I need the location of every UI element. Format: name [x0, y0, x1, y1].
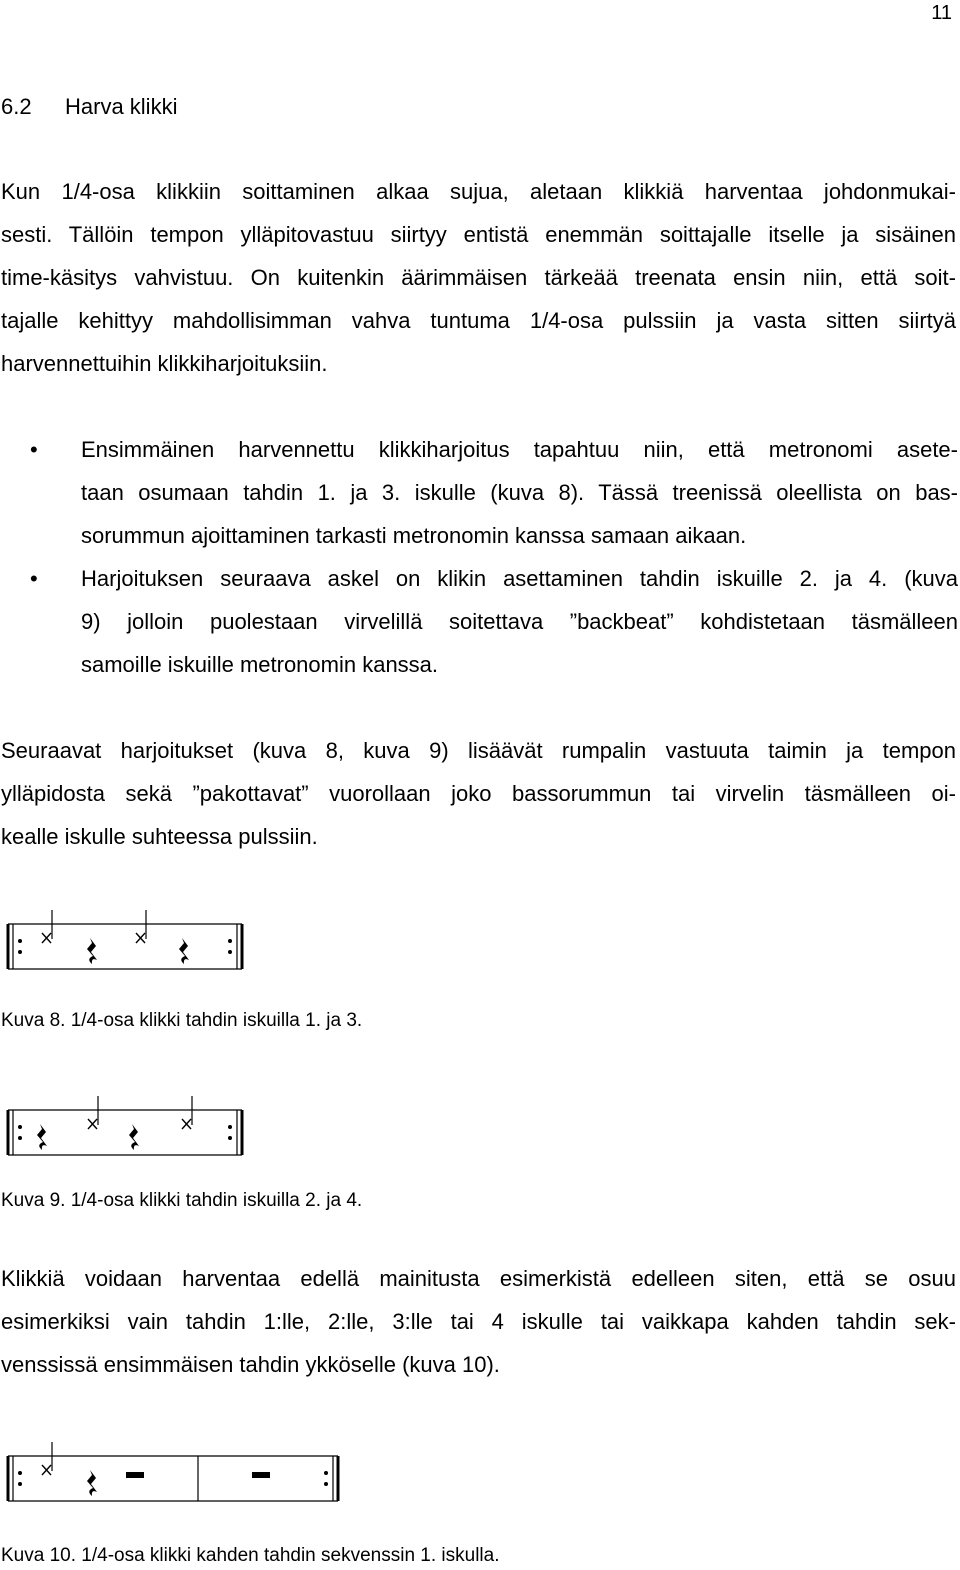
paragraph-line: venssissä ensimmäisen tahdin ykköselle (kuva 10).	[1, 1352, 500, 1377]
section-number: 6.2	[1, 94, 32, 119]
list-item	[0, 428, 958, 557]
paragraph-line: Seuraavat harjoitukset (kuva 8, kuva 9) lisäävät rumpalin vastuuta taimin ja tempon	[1, 738, 956, 763]
repeat-dot	[228, 950, 232, 954]
repeat-dot	[18, 939, 22, 943]
quarter-rest	[87, 938, 97, 964]
repeat-dot	[324, 1471, 328, 1475]
paragraph-line: Klikkiä voidaan harventaa edellä mainitusta esimerkistä edelleen siten, että se osuu	[1, 1266, 956, 1291]
section-heading	[1, 94, 177, 120]
cross-notehead	[42, 1465, 51, 1475]
quarter-rest	[37, 1124, 47, 1150]
repeat-dot	[228, 939, 232, 943]
page-number: 11	[931, 2, 952, 24]
paragraph-exercises	[1, 729, 956, 858]
repeat-dot	[228, 1136, 232, 1140]
figure-caption: Kuva 9. 1/4-osa klikki tahdin iskuilla 2. ja 4.	[1, 1190, 363, 1211]
paragraph-sparse-click	[1, 1257, 956, 1386]
quarter-rest	[129, 1124, 139, 1150]
quarter-rest	[179, 938, 189, 964]
repeat-dot	[18, 1125, 22, 1129]
quarter-rest	[87, 1470, 97, 1496]
paragraph-line: esimerkiksi vain tahdin 1:lle, 2:lle, 3:lle tai 4 iskulle tai vaikkapa kahden tahdin sek-	[1, 1309, 956, 1334]
half-rest	[252, 1472, 270, 1478]
list-item-line: Ensimmäinen harvennettu klikkiharjoitus tapahtuu niin, että metronomi asete-	[81, 437, 958, 462]
list-item-line: samoille iskuille metronomin kanssa.	[81, 652, 439, 677]
figure-caption: Kuva 8. 1/4-osa klikki tahdin iskuilla 1. ja 3.	[1, 1010, 363, 1031]
bullet-marker: •	[30, 566, 38, 591]
notation-figure-10	[4, 1440, 342, 1506]
cross-notehead	[136, 933, 145, 943]
half-rest	[126, 1472, 144, 1478]
section-title: Harva klikki	[65, 94, 178, 119]
bullet-marker: •	[30, 437, 38, 462]
repeat-dot	[18, 1482, 22, 1486]
notation-figure-9	[4, 1094, 246, 1160]
figure-caption: Kuva 10. 1/4-osa klikki kahden tahdin sekvenssin 1. iskulla.	[1, 1545, 500, 1566]
list-item-line: 9) jolloin puolestaan virvelillä soitettava ”backbeat” kohdistetaan täsmälleen	[81, 609, 958, 634]
repeat-dot	[18, 1471, 22, 1475]
notation-figure-8	[4, 908, 246, 974]
bullet-list	[0, 428, 958, 686]
paragraph-line: sesti. Tällöin tempon ylläpitovastuu siirtyy entistä enemmän soittajalle itselle ja sisäinen	[1, 222, 956, 247]
paragraph-line: kealle iskulle suhteessa pulssiin.	[1, 824, 318, 849]
paragraph-line: ylläpidosta sekä ”pakottavat” vuorollaan joko bassorummun tai virvelin täsmälleen oi-	[1, 781, 956, 806]
list-item	[0, 557, 958, 686]
paragraph-line: harvennettuihin klikkiharjoituksiin.	[1, 351, 328, 376]
repeat-dot	[18, 950, 22, 954]
paragraph-line: tajalle kehittyy mahdollisimman vahva tuntuma 1/4-osa pulssiin ja vasta sitten siirtyä	[1, 308, 956, 333]
repeat-dot	[18, 1136, 22, 1140]
paragraph-intro	[1, 170, 956, 385]
repeat-dot	[228, 1125, 232, 1129]
list-item-line: Harjoituksen seuraava askel on klikin asettaminen tahdin iskuille 2. ja 4. (kuva	[81, 566, 958, 591]
cross-notehead	[88, 1119, 97, 1129]
paragraph-line: time-käsitys vahvistuu. On kuitenkin äärimmäisen tärkeää treenata ensin niin, että soit-	[1, 265, 956, 290]
paragraph-line: Kun 1/4-osa klikkiin soittaminen alkaa sujua, aletaan klikkiä harventaa johdonmukai-	[1, 179, 956, 204]
cross-notehead	[182, 1119, 191, 1129]
cross-notehead	[42, 933, 51, 943]
repeat-dot	[324, 1482, 328, 1486]
list-item-line: sorummun ajoittaminen tarkasti metronomin kanssa samaan aikaan.	[81, 523, 747, 548]
list-item-line: taan osumaan tahdin 1. ja 3. iskulle (kuva 8). Tässä treenissä oleellista on bas-	[81, 480, 958, 505]
